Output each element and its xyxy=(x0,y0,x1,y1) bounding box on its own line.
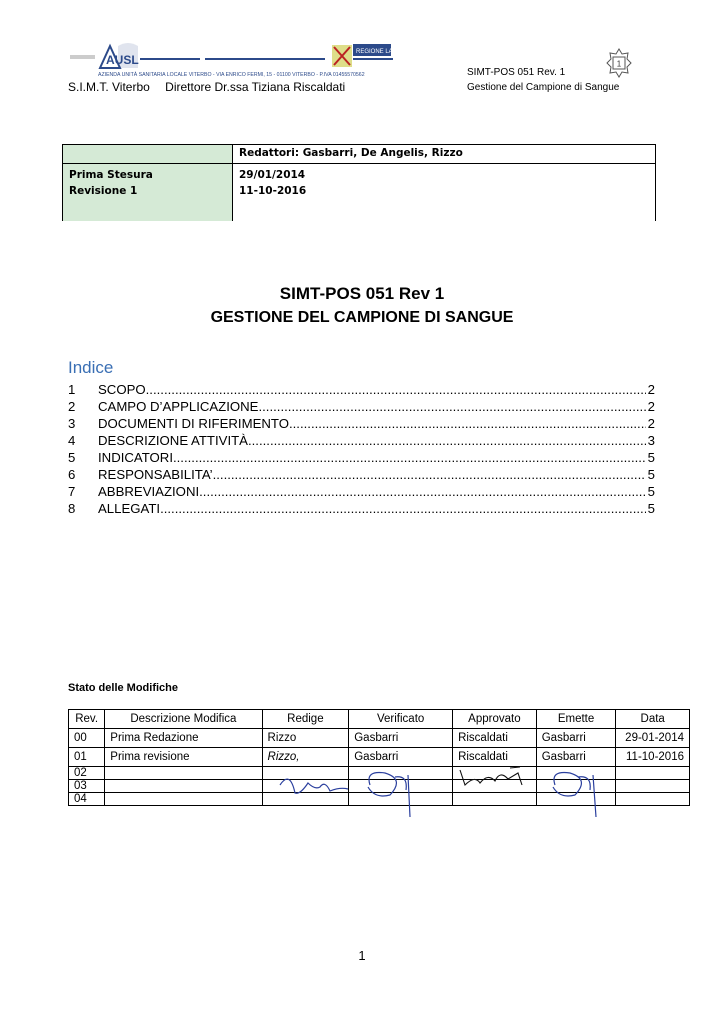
toc-leader xyxy=(173,449,646,466)
toc-page: 2 xyxy=(647,416,655,431)
toc-label: INDICATORI xyxy=(98,450,173,465)
document-title: SIMT-POS 051 Rev 1 xyxy=(279,284,445,303)
cell: Prima Redazione xyxy=(105,729,262,748)
doc-name: Gestione del Campione di Sangue xyxy=(467,82,620,93)
toc-item[interactable] xyxy=(68,432,655,449)
cell: Gasbarri xyxy=(349,729,453,748)
cell: Prima revisione xyxy=(105,748,262,767)
seal-icon xyxy=(606,48,632,78)
cell: Rizzo xyxy=(262,729,349,748)
editors-table-corner xyxy=(63,145,233,164)
cell xyxy=(536,780,616,793)
toc-number: 3 xyxy=(68,416,76,431)
toc-label: CAMPO D’APPLICAZIONE xyxy=(98,399,259,414)
toc-number: 8 xyxy=(68,501,76,516)
table-row xyxy=(69,729,690,748)
table-row xyxy=(69,780,690,793)
cell xyxy=(262,767,349,780)
editors-dates xyxy=(233,164,656,222)
toc-item[interactable] xyxy=(68,381,655,398)
cell: 02 xyxy=(69,767,105,780)
cell xyxy=(349,793,453,806)
cell: 00 xyxy=(69,729,105,748)
table-row xyxy=(69,767,690,780)
cell: 01 xyxy=(69,748,105,767)
first-draft-date: 29/01/2014 xyxy=(239,169,306,181)
cell: 04 xyxy=(69,793,105,806)
toc-leader xyxy=(289,415,646,432)
cell: 11-10-2016 xyxy=(616,748,690,767)
toc-leader xyxy=(199,483,646,500)
editors-labels xyxy=(63,164,233,222)
toc-number: 6 xyxy=(68,467,76,482)
toc-item[interactable] xyxy=(68,466,655,483)
toc-page: 5 xyxy=(647,450,655,465)
cell: Gasbarri xyxy=(536,729,616,748)
region-logo-text: REGIONE LAZIO xyxy=(356,49,400,55)
toc-label: DOCUMENTI DI RIFERIMENTO xyxy=(98,416,289,431)
index-heading: Indice xyxy=(68,358,114,377)
toc-leader xyxy=(213,466,646,483)
cell xyxy=(536,793,616,806)
cell xyxy=(616,793,690,806)
toc-leader xyxy=(146,381,646,398)
toc-page: 3 xyxy=(647,433,655,448)
toc-item[interactable] xyxy=(68,415,655,432)
toc-leader xyxy=(258,398,646,415)
header-subtitle xyxy=(68,80,357,94)
editors-table xyxy=(62,144,656,221)
col-header: Data xyxy=(616,710,690,729)
modifications-table xyxy=(68,709,690,806)
cell: Gasbarri xyxy=(349,748,453,767)
table-row xyxy=(69,793,690,806)
toc-label: RESPONSABILITA’ xyxy=(98,467,213,482)
cell xyxy=(105,767,262,780)
cell: Rizzo, xyxy=(262,748,349,767)
toc-label: DESCRIZIONE ATTIVITÀ xyxy=(98,433,248,448)
cell xyxy=(349,767,453,780)
toc-number: 4 xyxy=(68,433,76,448)
toc-page: 5 xyxy=(647,484,655,499)
table-header-row xyxy=(69,710,690,729)
col-header: Redige xyxy=(262,710,349,729)
table-row xyxy=(69,748,690,767)
toc-page: 5 xyxy=(647,501,655,516)
unit-name: S.I.M.T. Viterbo xyxy=(68,80,150,94)
toc-number: 1 xyxy=(68,382,76,397)
toc-item[interactable] xyxy=(68,449,655,466)
cell xyxy=(536,767,616,780)
org-full-name: AZIENDA UNITÀ SANITARIA LOCALE VITERBO - VIA ENRICO FERMI, 15 - 01100 VITERBO - P.IVA 01455570562 xyxy=(98,72,365,78)
cell xyxy=(616,780,690,793)
cell xyxy=(105,793,262,806)
toc-page: 5 xyxy=(647,467,655,482)
toc-number: 7 xyxy=(68,484,76,499)
revision-date: 11-10-2016 xyxy=(239,185,307,197)
toc-leader xyxy=(248,432,646,449)
seal-number: 1 xyxy=(616,59,622,69)
header-logos xyxy=(70,40,400,80)
cell: Riscaldati xyxy=(453,729,537,748)
cell xyxy=(453,767,537,780)
cell xyxy=(262,793,349,806)
doc-code: SIMT-POS 051 Rev. 1 xyxy=(467,67,566,78)
toc-number: 2 xyxy=(68,399,76,414)
modifications-heading: Stato delle Modifiche xyxy=(68,682,179,694)
cell xyxy=(453,780,537,793)
authors: Redattori: Gasbarri, De Angelis, Rizzo xyxy=(233,145,656,164)
cell: 29-01-2014 xyxy=(616,729,690,748)
document-subtitle: GESTIONE DEL CAMPIONE DI SANGUE xyxy=(210,309,514,326)
ausl-logo xyxy=(70,40,400,80)
page-number: 1 xyxy=(358,948,366,963)
toc-label: ALLEGATI xyxy=(98,501,161,516)
cell xyxy=(349,780,453,793)
revision-label: Revisione 1 xyxy=(69,185,138,197)
toc-item[interactable] xyxy=(68,483,655,500)
toc-label: ABBREVIAZIONI xyxy=(98,484,200,499)
cell: 03 xyxy=(69,780,105,793)
cell: Riscaldati xyxy=(453,748,537,767)
cell: Gasbarri xyxy=(536,748,616,767)
col-header: Verificato xyxy=(349,710,453,729)
col-header: Approvato xyxy=(453,710,537,729)
toc-label: SCOPO xyxy=(98,382,146,397)
toc-item[interactable] xyxy=(68,398,655,415)
cell xyxy=(453,793,537,806)
toc-number: 5 xyxy=(68,450,76,465)
col-header: Descrizione Modifica xyxy=(105,710,262,729)
toc-page: 2 xyxy=(647,382,655,397)
cell xyxy=(105,780,262,793)
toc-leader xyxy=(160,500,646,517)
cell xyxy=(262,780,349,793)
cell xyxy=(616,767,690,780)
ausl-logo-text: AUSL xyxy=(106,53,139,67)
table-of-contents xyxy=(68,381,655,517)
col-header: Emette xyxy=(536,710,616,729)
director-name: Direttore Dr.ssa Tiziana Riscaldati xyxy=(165,80,346,94)
first-draft-label: Prima Stesura xyxy=(69,169,153,181)
toc-page: 2 xyxy=(647,399,655,414)
col-header: Rev. xyxy=(69,710,105,729)
toc-item[interactable] xyxy=(68,500,655,517)
